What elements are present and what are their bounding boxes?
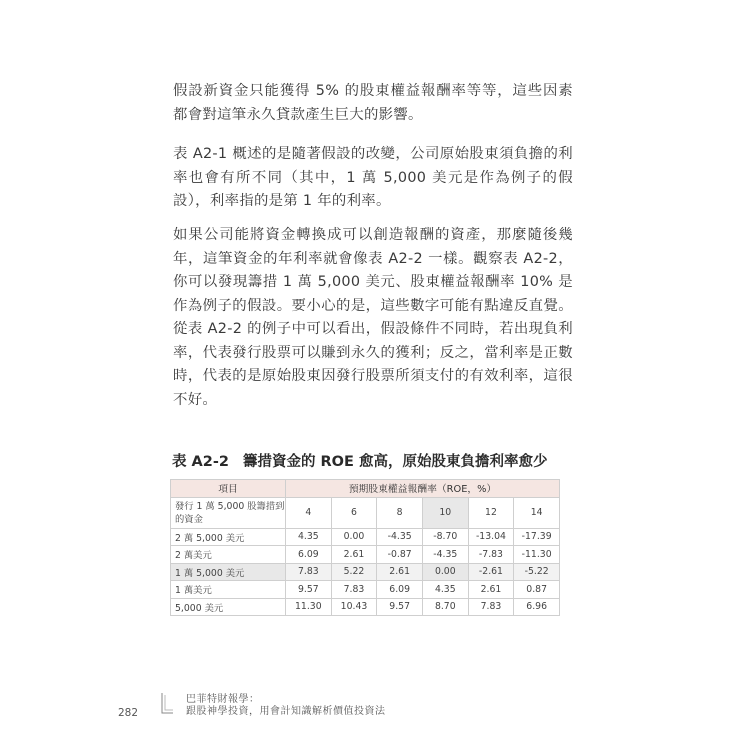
table-caption (172, 450, 592, 471)
table-cell: -2.61 (468, 563, 514, 581)
roe-value: 14 (514, 497, 560, 528)
table-cell: 9.57 (377, 598, 423, 616)
row-label: 1 萬美元 (171, 581, 286, 599)
table-cell: -11.30 (514, 546, 560, 564)
table-cell: 6.09 (286, 546, 332, 564)
row-label: 5,000 美元 (171, 598, 286, 616)
table-cell: -4.35 (422, 546, 468, 564)
table-cell: 2.61 (377, 563, 423, 581)
body-paragraph-1: 假設新資金只能獲得 5% 的股東權益報酬率等等，這些因素都會對這筆永久貸款產生巨大的影響。 (173, 83, 573, 123)
header-roe: 預期股東權益報酬率（ROE，%） (286, 480, 560, 498)
table-cell: -4.35 (377, 528, 423, 546)
table-cell: -5.22 (514, 563, 560, 581)
table-cell: -17.39 (514, 528, 560, 546)
bracket-ornament-icon (160, 693, 174, 715)
roe-value: 4 (286, 497, 332, 528)
table-cell: 5.22 (331, 563, 377, 581)
roe-value: 12 (468, 497, 514, 528)
table-cell: 6.96 (514, 598, 560, 616)
table-cell: 7.83 (468, 598, 514, 616)
running-footer-book-title (186, 694, 386, 718)
body-paragraph-3: 如果公司能將資金轉換成可以創造報酬的資產，那麼隨後幾年，這筆資金的年利率就會像表 A2-2 一樣。觀察表 A2-2，你可以發現籌措 1 萬 5,000 美元、股東權益報酬率 10% 是作為例子的假設。要小心的是，這些數字可能有點違反直覺。從表 A2-2 的例子中可以看出，假設條件不同時，若出現負利率，代表發行股票可以賺到永久的獲利；反之，當利率是正數時，代表的是原始股東因發行股票所須支付的有效利率，這很不好。 (173, 227, 573, 408)
table-row (171, 546, 560, 564)
table-cell: 8.70 (422, 598, 468, 616)
table-cell: -7.83 (468, 546, 514, 564)
rate-row-label: 發行 1 萬 5,000 股籌措到的資金 (171, 497, 286, 528)
table-cell: 7.83 (286, 563, 332, 581)
table-cell: 2.61 (468, 581, 514, 599)
table-cell: 9.57 (286, 581, 332, 599)
table-cell: -8.70 (422, 528, 468, 546)
table-cell: -13.04 (468, 528, 514, 546)
roe-value: 8 (377, 497, 423, 528)
table-cell: 0.00 (331, 528, 377, 546)
table-row (171, 581, 560, 599)
table-title-text: 籌措資金的 ROE 愈高，原始股東負擔利率愈少 (242, 454, 548, 470)
page-number: 282 (118, 707, 139, 719)
table-row (171, 598, 560, 616)
roe-value: 6 (331, 497, 377, 528)
roe-value: 10 (422, 497, 468, 528)
table-cell: 6.09 (377, 581, 423, 599)
table-cell: 0.87 (514, 581, 560, 599)
row-label: 1 萬 5,000 美元 (171, 563, 286, 581)
row-label: 2 萬美元 (171, 546, 286, 564)
table-header-row (171, 480, 560, 498)
header-item: 項目 (171, 480, 286, 498)
body-paragraph-2: 表 A2-1 概述的是隨著假設的改變，公司原始股東須負擔的利率也會有所不同（其中，1 萬 5,000 美元是作為例子的假設），利率指的是第 1 年的利率。 (173, 146, 573, 209)
table-row (171, 528, 560, 546)
book-title-line-2: 跟股神學投資，用會計知識解析價值投資法 (186, 706, 386, 717)
table-cell: 0.00 (422, 563, 468, 581)
table-row-roe-rates (171, 497, 560, 528)
table-cell: 10.43 (331, 598, 377, 616)
table-cell: -0.87 (377, 546, 423, 564)
table-cell: 2.61 (331, 546, 377, 564)
book-title-line-1: 巴菲特財報學： (186, 694, 260, 705)
table-cell: 4.35 (422, 581, 468, 599)
table-number: 表 A2-2 (172, 454, 229, 470)
table-row (171, 563, 560, 581)
table-cell: 4.35 (286, 528, 332, 546)
roe-table (170, 479, 560, 616)
table-cell: 7.83 (331, 581, 377, 599)
table-cell: 11.30 (286, 598, 332, 616)
row-label: 2 萬 5,000 美元 (171, 528, 286, 546)
